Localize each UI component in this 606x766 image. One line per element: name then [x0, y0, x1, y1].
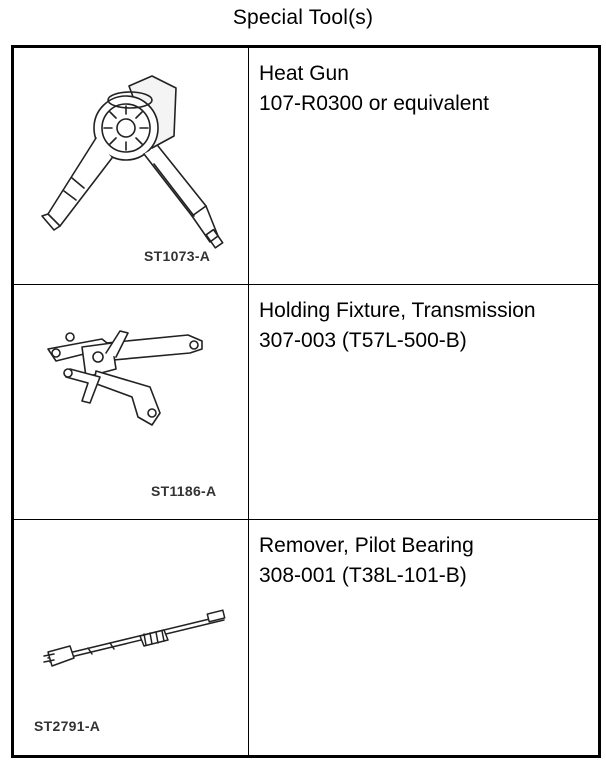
tool-description-cell — [249, 48, 598, 284]
figure-label: ST1186-A — [151, 483, 217, 499]
tool-number: 308-001 (T38L-101-B) — [259, 564, 467, 587]
tool-image-cell — [14, 285, 249, 519]
holding-fixture-icon — [42, 317, 222, 437]
tool-description-cell — [249, 285, 598, 519]
tool-name: Heat Gun — [259, 62, 349, 85]
tool-number: 107-R0300 or equivalent — [259, 92, 489, 115]
special-tools-table — [11, 45, 601, 758]
table-row — [14, 285, 598, 520]
tool-description-cell — [249, 520, 598, 755]
tool-image-cell — [14, 48, 249, 284]
tool-name: Remover, Pilot Bearing — [259, 534, 474, 557]
tool-image-cell — [14, 520, 249, 755]
page-title: Special Tool(s) — [232, 6, 374, 29]
table-row — [14, 520, 598, 755]
table-row — [14, 48, 598, 285]
figure-label: ST2791-A — [34, 718, 101, 734]
tool-name: Holding Fixture, Transmission — [259, 299, 536, 322]
tool-number: 307-003 (T57L-500-B) — [259, 329, 467, 352]
figure-label: ST1073-A — [144, 248, 211, 264]
pilot-bearing-remover-icon — [40, 606, 230, 676]
heat-gun-icon — [34, 66, 234, 256]
